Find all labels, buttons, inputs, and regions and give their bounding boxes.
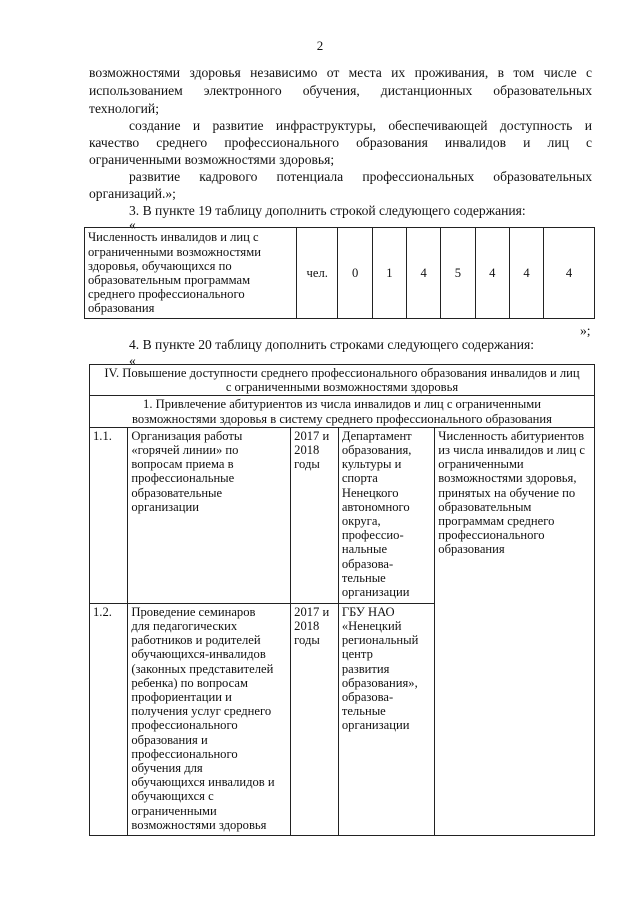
cell-text: для педагогических [131,619,238,634]
cell-text: Организация работы [131,428,243,443]
value-cell: 5 [441,228,475,319]
cell-text: возможностями здоровья в систему среднего профессионального образования [132,411,552,426]
cell-text: «Ненецкий [341,619,402,634]
paragraph-4: 4. В пункте 20 таблицу дополнить строками следующего содержания: [129,337,535,352]
cell-text: нальные [341,542,388,557]
value-cell: 4 [475,228,509,319]
cell-text: образования», [341,675,418,690]
cell-text: Численность инвалидов и лиц с [88,230,259,245]
cell-text: образования, [341,443,412,458]
value-cell: 0 [338,228,372,319]
cell-text: получения услуг среднего [131,704,272,719]
text-line: 3. В пункте 19 таблицу дополнить строкой следующего содержания: [129,203,526,218]
cell-text: автономного [341,499,410,514]
cell-text: возможностями здоровья [131,817,267,832]
cell-text: образова- [341,690,394,705]
years-cell [291,427,339,603]
cell-text: IV. Повышение доступности среднего профессионального образования инвалидов и лиц [104,366,580,380]
text-line: технологий; [89,101,159,116]
cell-text: профессиональные [131,471,235,486]
text-line: создание и развитие инфраструктуры, обеспечивающей доступность и [129,118,592,133]
text-line: использованием электронного обучения, дистанционных образовательных [89,83,592,98]
cell-text: работников и родителей [131,633,261,648]
cell-text: профориентации и [131,690,232,705]
cell-text: образования и [131,732,208,747]
cell-text: образовательные [131,485,223,500]
cell-text: центр [341,647,373,662]
cell-text: Ненецкого [341,485,399,500]
cell-text: ограниченными [131,803,217,818]
cell-text: возможностями здоровья, [438,471,577,486]
cell-text: «горячей линии» по [131,443,239,458]
cell-text: обучающихся-инвалидов [131,647,266,662]
unit-cell: чел. [296,228,338,319]
cell-text: культуры и [341,457,402,472]
cell-text: профессио- [341,528,404,543]
cell-text: годы [294,457,320,472]
cell-text: образовательным [438,499,532,514]
text-line: ограниченными возможностями здоровья; [89,152,335,167]
cell-text: организации [341,718,410,733]
activity-cell [128,603,291,835]
cell-text: организации [131,499,199,514]
cell-text: обучения для [131,761,203,776]
cell-text: 2017 и [294,604,330,619]
cell-text: образова- [341,556,394,571]
page-number: 2 [316,38,324,53]
cell-text: обучающихся с [131,789,214,804]
cell-text: ограниченными возможностями [88,244,261,259]
cell-text: 1. Привлечение абитуриентов из числа инвалидов и лиц с ограниченными [143,397,541,412]
subsection-header-row [90,396,595,427]
row-number: 1.1. [90,427,128,603]
subsection-title [90,396,595,427]
row-number: 1.2. [90,603,128,835]
cell-text: здоровья, обучающихся по [88,258,232,273]
activity-cell [128,427,291,603]
cell-text: региональный [341,633,419,648]
cell-text: из числа инвалидов и лиц с [438,443,585,458]
cell-text: профессионального [131,746,238,761]
open-quote: « [129,217,136,232]
cell-text: ограниченными [438,457,524,472]
close-quote: »; [580,323,591,338]
text-line: возможностями здоровья независимо от места их проживания, в том числе с [89,65,592,80]
value-cell: 4 [544,228,595,319]
cell-text: Проведение семинаров [131,604,256,619]
cell-text: профессионального [438,528,545,543]
indicator-label-cell [85,228,297,319]
cell-text: организации [341,585,410,600]
cell-text: спорта [341,471,378,486]
open-quote: « [129,353,136,368]
cell-text: (законных представителей [131,661,274,676]
indicator-table [84,227,595,319]
cell-text: 2017 и [294,428,330,443]
cell-text: Численность абитуриентов [438,428,585,443]
cell-text: профессионального [131,718,238,733]
text-line: развитие кадрового потенциала профессиональных образовательных [129,169,592,184]
value-cell: 1 [372,228,406,319]
cell-text: образования [88,301,155,316]
value-cell: 4 [509,228,543,319]
cell-text: образовательным программам [88,273,251,287]
cell-text: с ограниченными возможностями здоровья [225,380,459,395]
cell-text: 2018 [294,443,320,458]
cell-text: Департамент [341,428,412,443]
cell-text: ребенка) по вопросам [131,675,248,690]
cell-text: тельные [341,704,386,719]
cell-text: развития [341,661,390,676]
table-row [85,228,595,319]
cell-text: округа, [341,514,381,529]
section-header-row [90,365,595,396]
text-line: качество среднего профессионального образования инвалидов и лиц с [89,135,592,150]
cell-text: среднего профессионального [88,287,245,302]
cell-text: тельные [341,570,386,585]
cell-text: обучающихся инвалидов и [131,775,275,790]
value-cell: 4 [407,228,441,319]
cell-text: образования [438,542,505,557]
years-cell [291,603,339,835]
executor-cell [338,427,434,603]
table-row [90,427,595,603]
cell-text: ГБУ НАО [341,604,395,619]
cell-text: 2018 [294,619,320,634]
executor-cell [338,603,434,835]
activities-table [89,364,595,836]
indicator-cell [435,427,595,835]
text-line: организаций.»; [89,186,176,201]
cell-text: принятых на обучение по [438,485,576,500]
cell-text: программам среднего [438,514,555,529]
cell-text: годы [294,633,320,648]
cell-text: вопросам приема в [131,457,234,472]
section-title [90,365,595,396]
